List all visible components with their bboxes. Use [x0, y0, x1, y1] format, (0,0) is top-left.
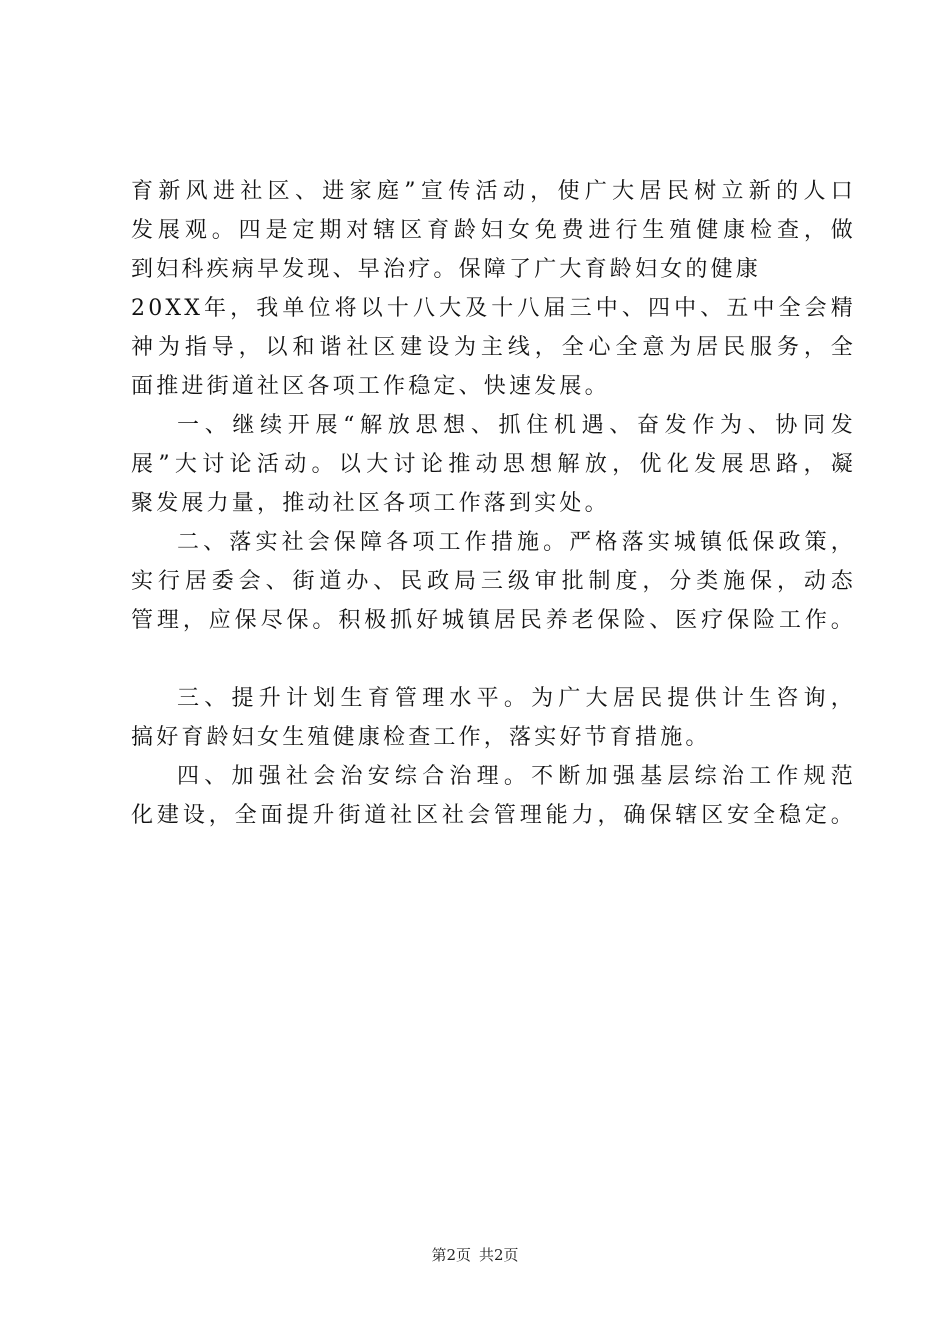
page-total: 共2页: [479, 1246, 519, 1264]
text-line: 三、提升计划生育管理水平。为广大居民提供计生咨询，: [177, 686, 856, 711]
page-footer: [0, 1244, 950, 1265]
text-line: 搞好育龄妇女生殖健康检查工作，落实好节育措施。: [131, 725, 711, 750]
text-line: 四、加强社会治安综合治理。不断加强基层综治工作规范: [177, 764, 856, 789]
text-line: 聚发展力量，推动社区各项工作落到实处。: [131, 491, 610, 516]
text-line: 面推进街道社区各项工作稳定、快速发展。: [131, 374, 610, 399]
text-line: 展”大讨论活动。以大讨论推动思想解放，优化发展思路，凝: [131, 452, 856, 477]
paragraph-2: [131, 406, 856, 523]
paragraph-4: [131, 679, 856, 757]
text-line: 到妇科疾病早发现、早治疗。保障了广大育龄妇女的健康: [131, 257, 762, 282]
paragraph-gap: [131, 640, 856, 679]
text-line: 育新风进社区、进家庭”宣传活动，使广大居民树立新的人口: [131, 179, 856, 204]
text-line: 20XX年，我单位将以十八大及十八届三中、四中、五中全会精: [131, 296, 856, 321]
paragraph-5: [131, 757, 856, 835]
document-body: [131, 172, 856, 835]
text-line: 化建设，全面提升街道社区社会管理能力，确保辖区安全稳定。: [131, 803, 856, 828]
text-line: 发展观。四是定期对辖区育龄妇女免费进行生殖健康检查，做: [131, 218, 856, 243]
paragraph-1: [131, 172, 856, 406]
page-number: 第2页: [431, 1246, 471, 1264]
text-line: 管理，应保尽保。积极抓好城镇居民养老保险、医疗保险工作。: [131, 608, 856, 633]
text-line: 二、落实社会保障各项工作措施。严格落实城镇低保政策，: [177, 530, 856, 555]
text-line: 一、继续开展“解放思想、抓住机遇、奋发作为、协同发: [177, 413, 856, 438]
text-line: 神为指导，以和谐社区建设为主线，全心全意为居民服务，全: [131, 335, 856, 360]
paragraph-3: [131, 523, 856, 640]
text-line: 实行居委会、街道办、民政局三级审批制度，分类施保，动态: [131, 569, 856, 594]
